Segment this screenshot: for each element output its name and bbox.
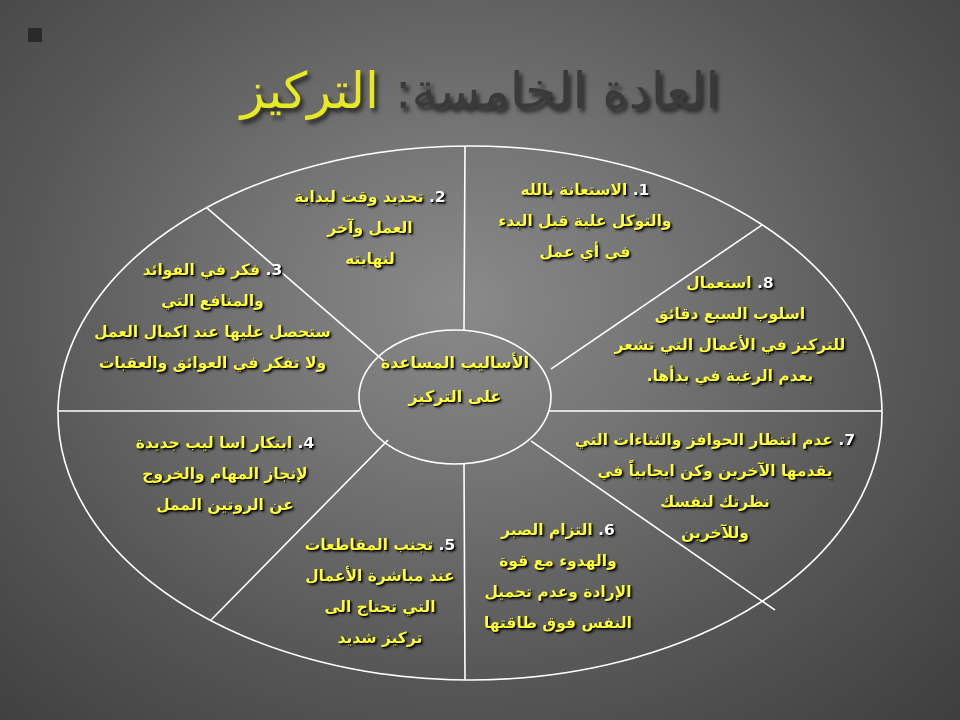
item-4-line-2: لإنجاز المهام والخروج [142,465,308,483]
item-6-line-4: النفس فوق طاقتها [484,614,632,632]
item-1-number: 1. [632,181,650,199]
item-5-line-2: عند مباشرة الأعمال [305,567,455,585]
item-8-line-1 [595,268,865,299]
item-3-line-4: ولا تفكر في العوائق والعقبات [98,354,327,372]
item-7 [560,425,870,549]
item-4-line-3: عن الروتين الممل [156,496,294,514]
item-8-text-1: استعمال [686,274,752,292]
item-4-number: 4. [297,434,315,452]
item-6-line-2: والهدوء مع قوة [499,552,617,570]
item-2-text-1: تحديد وقت لبداية [294,188,424,206]
item-3 [80,255,345,379]
item-4-line-1 [115,428,335,459]
item-1 [480,175,690,268]
item-5-line-4: تركيز شديد [337,629,423,647]
item-2-number: 2. [429,188,446,206]
item-8-number: 8. [757,274,774,292]
item-5 [290,530,470,654]
divider-top [464,146,465,330]
item-1-line-2: والتوكل علية قبل البدء [498,212,672,230]
item-1-line-3: في أي عمل [539,243,631,261]
item-8-line-3: للتركيز في الأعمال التي تشعر [614,336,846,354]
item-5-text-1: تجنب المقاطعات [304,536,434,554]
item-6-line-3: الإرادة وعدم تحميل [484,583,632,601]
item-3-line-3: ستحصل عليها عند اكمال العمل [94,323,331,341]
item-2-line-1 [280,182,460,213]
item-6-text-1: التزام الصبر [501,521,593,539]
item-7-number: 7. [838,431,856,449]
item-7-line-2: يقدمها الآخرين وكن ايجابياً في [597,462,833,480]
item-7-line-4: وللآخرين [681,524,749,542]
title-part2: التركيز [240,62,379,120]
item-4 [115,428,335,521]
item-5-line-1 [290,530,470,561]
item-2-line-3: لنهايته [345,250,395,268]
item-5-number: 5. [438,536,456,554]
item-3-line-2: والمنافع التي [161,292,264,310]
title-part1: العادة الخامسة: [378,62,720,120]
item-8 [595,268,865,392]
item-1-line-1 [480,175,690,206]
center-line-1: الأساليب المساعدة [380,353,530,372]
item-1-text-1: الاستعانة بالله [520,181,628,199]
item-7-line-1 [560,425,870,456]
center-label [360,346,550,414]
item-3-line-1 [80,255,345,286]
item-2-line-2: العمل وآخر [327,219,413,237]
item-3-text-1: فكر في الفوائد [142,261,261,279]
item-7-line-3: نظرتك لنفسك [660,493,770,511]
item-8-line-2: اسلوب السبع دقائق [654,305,806,323]
item-4-text-1: ابتكار اسا ليب جديدة [135,434,293,452]
item-7-text-1: عدم انتظار الحوافز والثناءات التي [574,431,834,449]
center-line-2: على التركيز [408,387,502,406]
item-6-number: 6. [598,521,615,539]
item-5-line-3: التي تحتاج الى [324,598,436,616]
item-8-line-4: بعدم الرغبة في بدأها. [646,367,814,385]
item-3-number: 3. [265,261,283,279]
